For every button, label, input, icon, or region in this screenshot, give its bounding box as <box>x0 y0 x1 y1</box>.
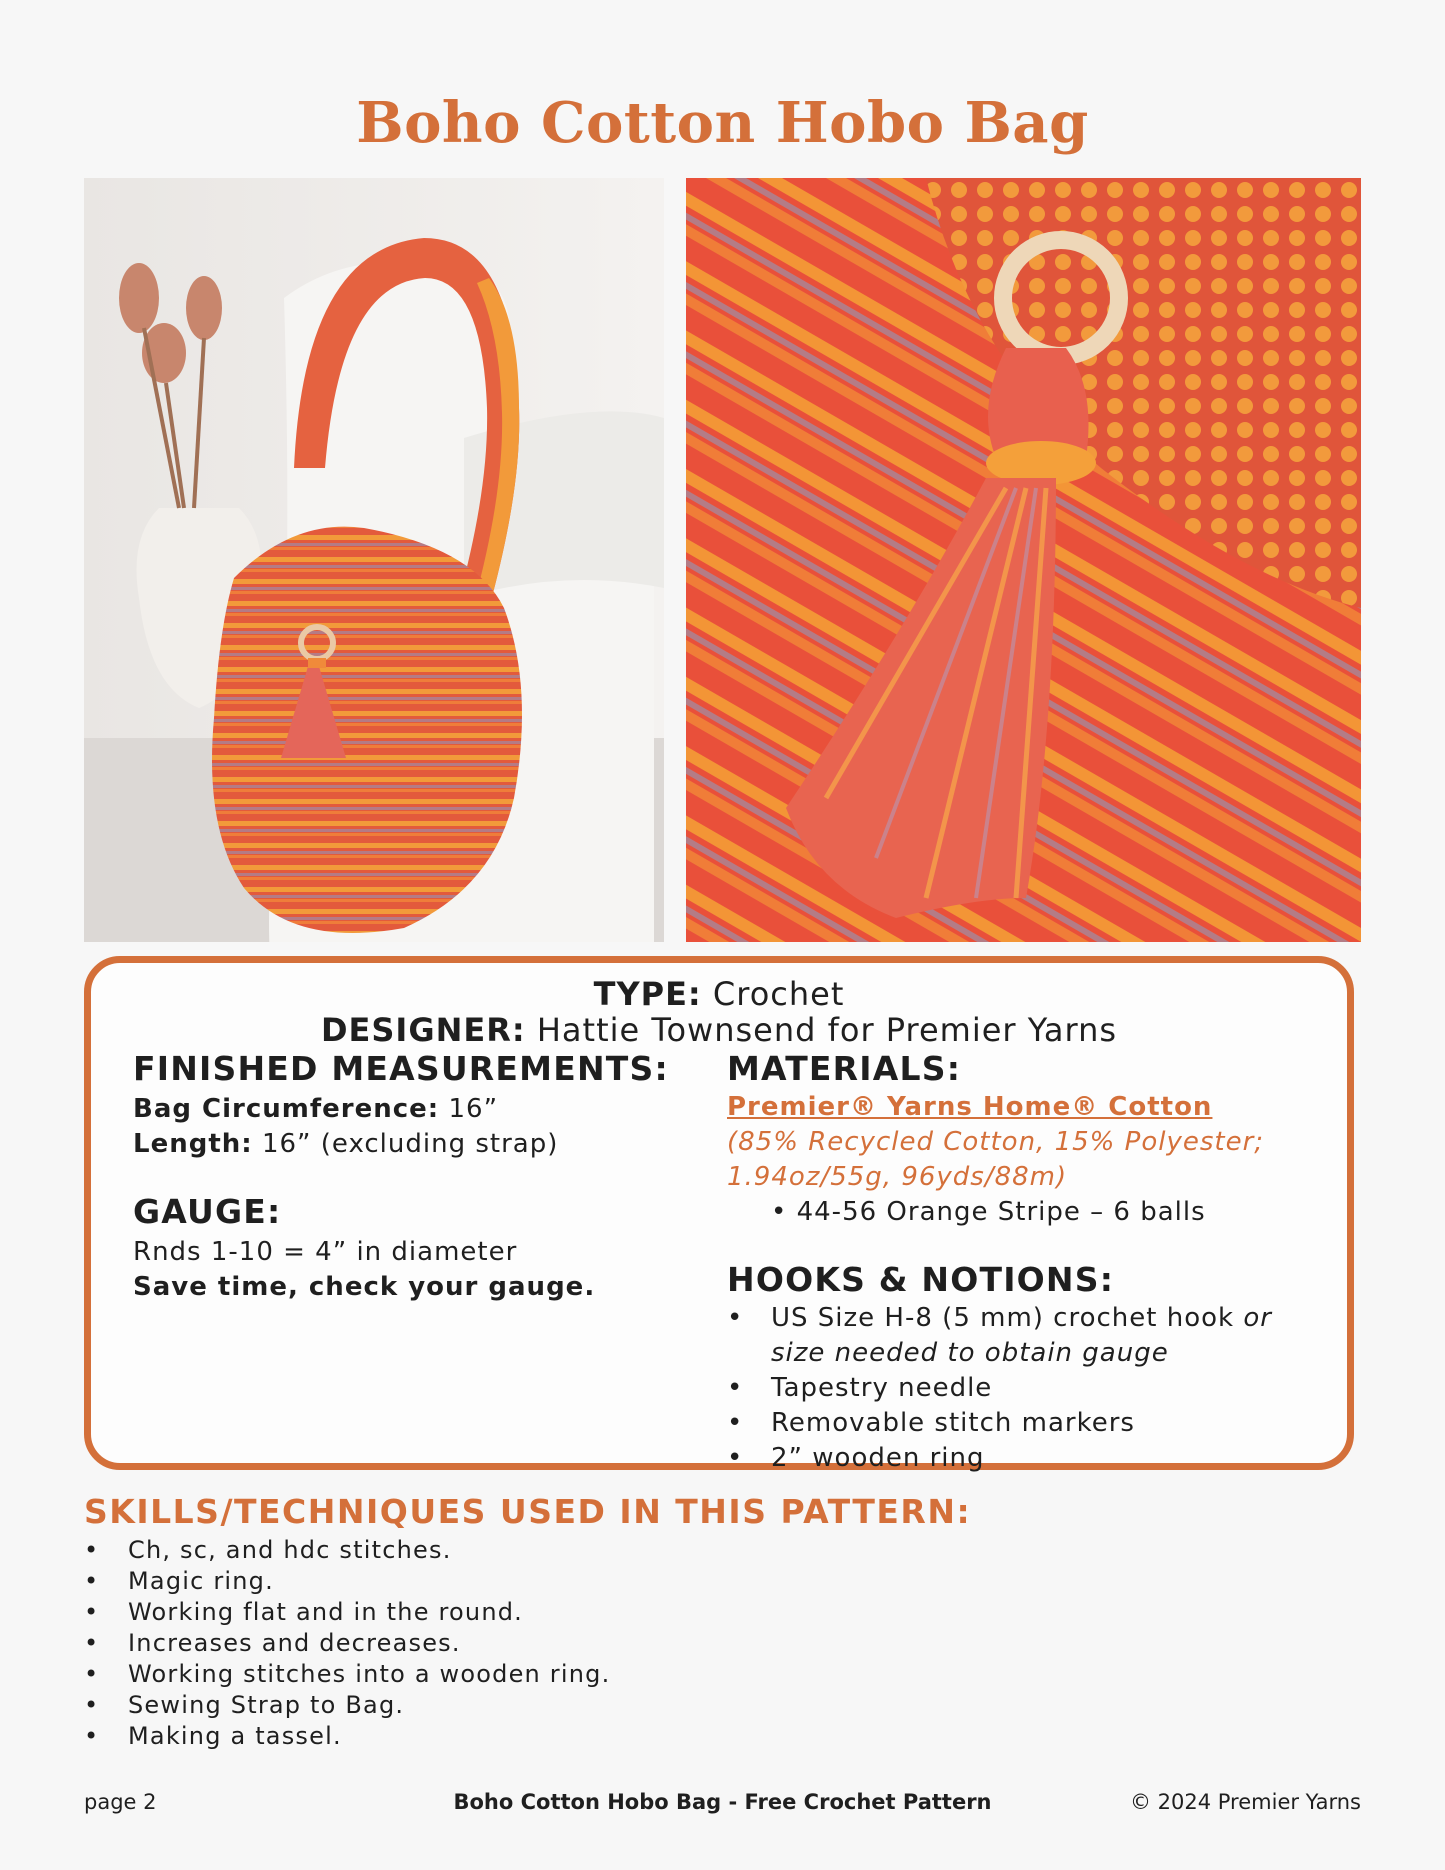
list-item: • Magic ring. <box>84 1566 610 1597</box>
bag-circumference <box>133 1092 673 1127</box>
materials-heading: MATERIALS: <box>727 1049 962 1088</box>
list-item: • Increases and decreases. <box>84 1628 610 1659</box>
circumference-value: 16” <box>448 1094 499 1124</box>
left-column <box>133 1049 673 1305</box>
yarn-link[interactable]: Premier® Yarns Home® Cotton <box>727 1092 1213 1122</box>
hooks-notions-heading: HOOKS & NOTIONS: <box>727 1260 1115 1299</box>
list-item: • Working stitches into a wooden ring. <box>84 1659 610 1690</box>
circumference-label: Bag Circumference: <box>133 1094 440 1124</box>
tassel-closeup-photo <box>686 178 1361 942</box>
designer-line <box>91 1011 1347 1049</box>
hook-gauge-note: size needed to obtain gauge <box>771 1338 1169 1368</box>
notion-item: • Tapestry needle <box>727 1371 1327 1406</box>
length-label: Length: <box>133 1129 253 1159</box>
list-item: • Making a tassel. <box>84 1721 610 1752</box>
right-column <box>727 1049 1327 1476</box>
bag-length <box>133 1127 673 1162</box>
list-item: • Sewing Strap to Bag. <box>84 1690 610 1721</box>
list-item: • Working flat and in the round. <box>84 1597 610 1628</box>
bag-photo <box>84 178 664 942</box>
skills-heading: SKILLS/TECHNIQUES USED IN THIS PATTERN: <box>84 1492 972 1531</box>
length-value: 16” (excluding strap) <box>261 1129 559 1159</box>
notion-item: • Removable stitch markers <box>727 1406 1327 1441</box>
finished-measurements-heading: FINISHED MEASUREMENTS: <box>133 1049 669 1088</box>
yarn-composition-2: 1.94oz/55g, 96yds/88m) <box>727 1162 1068 1192</box>
page-title: Boho Cotton Hobo Bag <box>356 90 1089 156</box>
gauge-line: Rnds 1-10 = 4” in diameter <box>133 1237 518 1267</box>
designer-label: DESIGNER: <box>320 1011 526 1049</box>
yarn-composition-1: (85% Recycled Cotton, 15% Polyester; <box>727 1127 1265 1157</box>
hook-size: US Size H-8 (5 mm) crochet hook <box>771 1303 1235 1333</box>
page-number: page 2 <box>84 1790 157 1814</box>
footer-title: Boho Cotton Hobo Bag - Free Crochet Pattern <box>453 1790 992 1814</box>
notion-item: • 2” wooden ring <box>727 1441 1327 1476</box>
pattern-info-box <box>84 956 1354 1473</box>
gauge-heading: GAUGE: <box>133 1192 282 1231</box>
designer-value: Hattie Townsend for Premier Yarns <box>536 1011 1118 1049</box>
yarn-color-item: • 44-56 Orange Stripe – 6 balls <box>771 1197 1206 1227</box>
gauge-note: Save time, check your gauge. <box>133 1272 596 1302</box>
hook-item <box>727 1301 1327 1371</box>
skills-list <box>84 1535 610 1752</box>
type-line <box>91 975 1347 1013</box>
list-item: • Ch, sc, and hdc stitches. <box>84 1535 610 1566</box>
type-value: Crochet <box>712 975 845 1013</box>
type-label: TYPE: <box>593 975 702 1013</box>
copyright: © 2024 Premier Yarns <box>1129 1790 1361 1814</box>
hook-or: or <box>1243 1303 1272 1333</box>
